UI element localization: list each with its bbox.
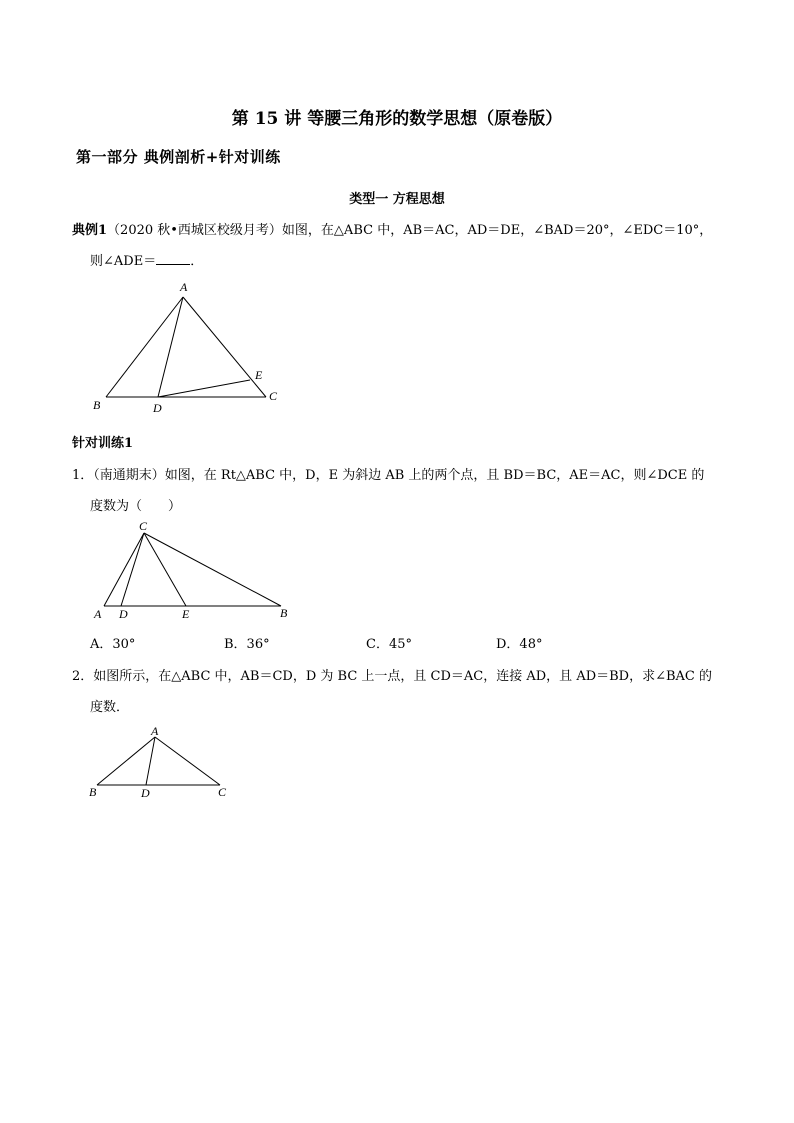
q1-option-a[interactable]: A．30°	[90, 637, 136, 652]
page-title: 第 15 讲 等腰三角形的数学思想（原卷版）	[231, 109, 563, 129]
segment-ad	[146, 737, 155, 785]
label-d: D	[141, 786, 150, 800]
q1-option-c[interactable]: C．45°	[366, 637, 412, 652]
segment-ac	[155, 737, 220, 785]
example1-text: （2020 秋•西城区校级月考）如图，在△ABC 中，AB＝AC，AD＝DE，∠BAD＝20°，∠EDC＝10°，	[107, 223, 713, 238]
q1-option-b[interactable]: B．36°	[224, 637, 270, 652]
label-a: A	[94, 607, 102, 621]
example1-line2-prefix: 则∠ADE＝	[90, 254, 157, 269]
q2-triangle-lines	[97, 737, 220, 785]
label-c: C	[139, 519, 148, 533]
example1-line2-suffix: ．	[190, 254, 204, 269]
segment-ab	[97, 737, 155, 785]
label-a: A	[151, 724, 159, 738]
example1-label: 典例1	[72, 223, 108, 238]
label-a: A	[180, 280, 188, 294]
type-heading: 类型一 方程思想	[349, 192, 445, 207]
q2-line2: 度数．	[90, 700, 130, 715]
q1-line1: 1．（南通期末）如图，在 Rt△ABC 中，D，E 为斜边 AB 上的两个点，且 BD＝BC，AE＝AC，则∠DCE 的	[72, 468, 705, 483]
label-e: E	[255, 368, 263, 382]
label-c: C	[218, 785, 227, 799]
q1-line2: 度数为（ ）	[90, 499, 182, 514]
label-d: D	[153, 401, 162, 415]
label-b: B	[280, 606, 288, 620]
q1-option-d[interactable]: D．48°	[496, 637, 543, 652]
training1-heading: 针对训练1	[72, 436, 134, 451]
label-e: E	[182, 607, 190, 621]
label-c: C	[269, 389, 278, 403]
label-b: B	[93, 398, 101, 412]
label-b: B	[89, 785, 97, 799]
label-d: D	[119, 607, 128, 621]
part-heading: 第一部分 典例剖析+针对训练	[76, 148, 281, 166]
q2-line1: 2．如图所示，在△ABC 中，AB＝CD，D 为 BC 上一点，且 CD＝AC，连接 AD，且 AD＝BD，求∠BAC 的	[72, 669, 713, 684]
